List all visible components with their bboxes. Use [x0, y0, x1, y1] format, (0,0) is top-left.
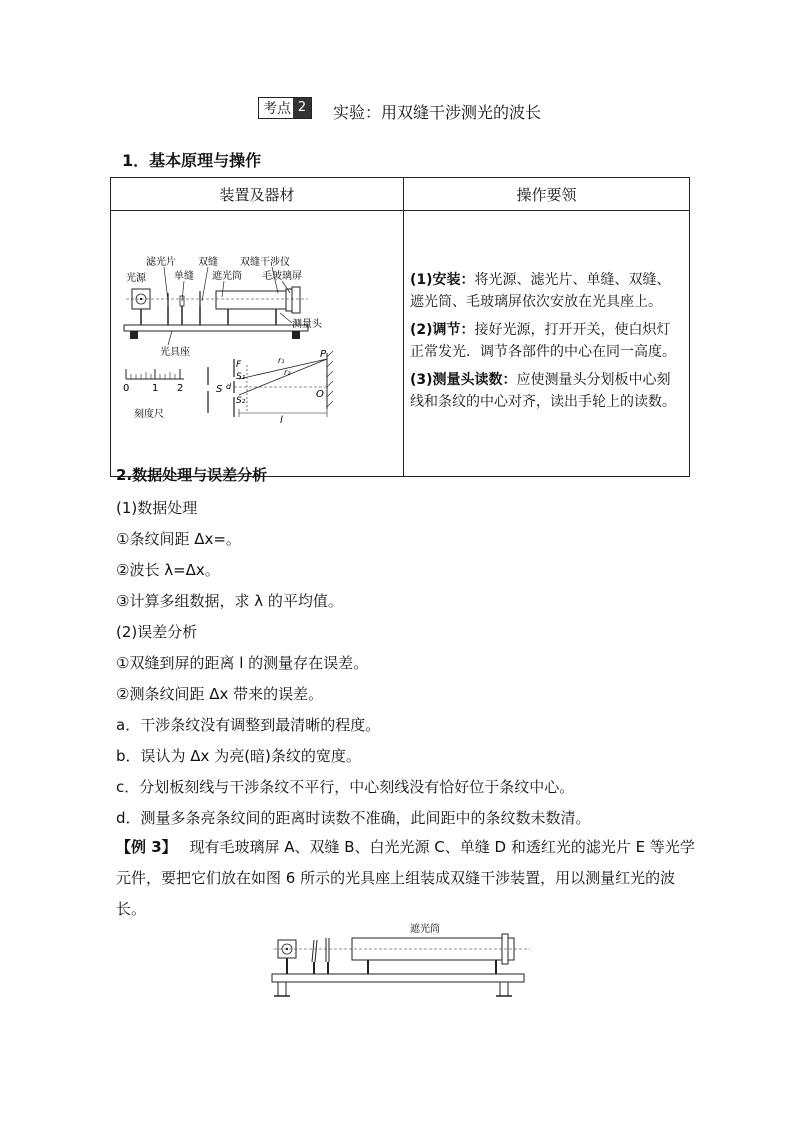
bench-figure: [268, 918, 532, 1000]
line-5: (2)误差分析: [116, 623, 198, 641]
label-S: S: [216, 384, 223, 395]
apparatus-figure: [112, 217, 402, 470]
example-tag: 【例 3】: [116, 838, 177, 856]
ruler-0: 0: [123, 383, 130, 394]
kaodian-number: 2: [293, 98, 311, 118]
label-d: d: [226, 382, 232, 391]
kaodian-label: 考点: [263, 101, 291, 117]
label-P: P: [320, 349, 327, 360]
line-6: ①双缝到屏的距离 l 的测量存在误差。: [116, 654, 369, 672]
label-single-slit: 单缝: [174, 271, 194, 282]
kaodian-badge: [258, 97, 312, 119]
op-read: (3)测量头读数：应使测量头分划板中心刻线和条纹的中心对齐，读出手轮上的读数。: [410, 371, 676, 410]
line-3: ②波长 λ=Δx。: [116, 561, 220, 579]
line-10: c．分划板刻线与干涉条纹不平行，中心刻线没有恰好位于条纹中心。: [116, 778, 575, 796]
label-interferometer: 双缝干涉仪: [240, 257, 290, 268]
equipment-cell: [111, 211, 404, 477]
heading-basic: 1．基本原理与操作: [122, 151, 262, 170]
label-tube: 遮光筒: [212, 271, 242, 282]
operations-cell: [404, 211, 690, 477]
line-8: a．干涉条纹没有调整到最清晰的程度。: [116, 716, 381, 734]
label-double-slit: 双缝: [198, 257, 218, 268]
label-l: l: [280, 415, 283, 426]
principle-table: [110, 177, 690, 477]
example-text: 现有毛玻璃屏 A、双缝 B、白光光源 C、单缝 D 和透红光的滤光片 E 等光学元件，要把它们放在如图 6 所示的光具座上组装成双缝干涉装置，用以测量红光的波长。: [116, 838, 695, 918]
label-ruler: 刻度尺: [134, 409, 164, 420]
line-7: ②测条纹间距 Δx 带来的误差。: [116, 685, 324, 703]
label-F: F: [236, 360, 242, 370]
table-header-equipment: 装置及器材: [111, 178, 404, 211]
label-head: 测量头: [292, 319, 322, 330]
label-tube-2: 遮光筒: [410, 924, 440, 935]
ruler-2: 2: [177, 383, 184, 394]
op-install: (1)安装：将光源、滤光片、单缝、双缝、遮光筒、毛玻璃屏依次安放在光具座上。: [410, 271, 671, 310]
label-O: O: [316, 389, 324, 400]
label-r2: r₂: [284, 368, 291, 377]
ruler-1: 1: [152, 383, 159, 394]
op-adjust: (2)调节：接好光源，打开开关，使白炽灯正常发光．调节各部件的中心在同一高度。: [410, 321, 676, 360]
ruler-graphic: [126, 369, 184, 379]
label-filter: 滤光片: [146, 257, 176, 268]
label-bench: 光具座: [160, 347, 190, 358]
heading-analysis: 2.数据处理与误差分析: [116, 466, 268, 484]
line-1: (1)数据处理: [116, 499, 198, 517]
label-S1: S₁: [236, 372, 246, 382]
label-r1: r₁: [278, 356, 285, 365]
label-S2: S₂: [236, 396, 246, 406]
line-4: ③计算多组数据，求 λ 的平均值。: [116, 592, 343, 610]
label-screen: 毛玻璃屏: [262, 271, 302, 282]
table-header-operations: 操作要领: [404, 178, 690, 211]
line-11: d．测量多条亮条纹间的距离时读数不准确，此间距中的条纹数未数清。: [116, 809, 591, 827]
line-2: ①条纹间距 Δx=。: [116, 530, 241, 548]
example-3: [116, 832, 696, 925]
line-9: b．误认为 Δx 为亮(暗)条纹的宽度。: [116, 747, 361, 765]
label-source: 光源: [126, 273, 146, 284]
section-title: 实验：用双缝干涉测光的波长: [333, 103, 542, 122]
